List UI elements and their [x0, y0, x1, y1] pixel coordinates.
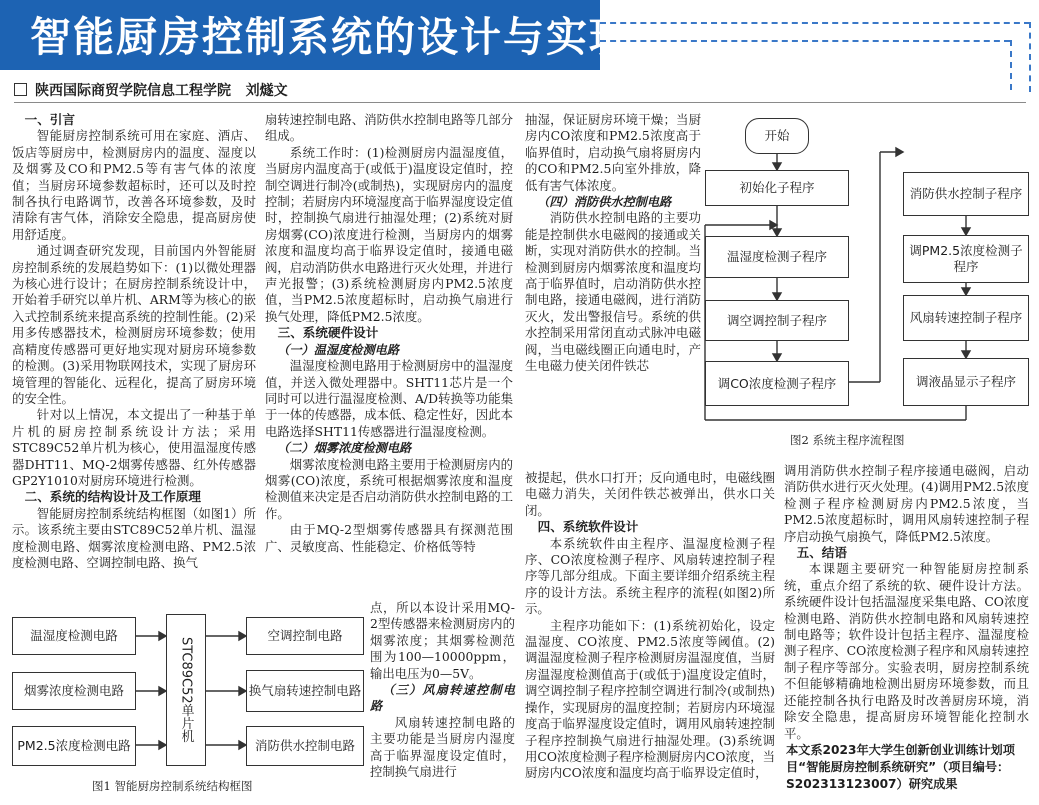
- subsection-heading: （三）风扇转速控制电路: [370, 683, 515, 714]
- flow-step-pm25: 调PM2.5浓度检测子程序: [903, 235, 1029, 283]
- flow-step-init: 初始化子程序: [705, 170, 849, 206]
- paragraph: 抽湿，保证厨房环境干燥；当厨房内CO浓度和PM2.5浓度高于临界值时，启动换气扇将厨房内的CO和PM2.5向室外排放，降低有害气体浓度。: [525, 112, 701, 193]
- flow-step-co: 调CO浓度检测子程序: [705, 361, 849, 406]
- section-heading: 一、引言: [24, 112, 75, 127]
- input-block-temp-humidity: 温湿度检测电路: [12, 617, 136, 655]
- flow-step-lcd: 调液晶显示子程序: [903, 358, 1029, 406]
- input-block-smoke: 烟雾浓度检测电路: [12, 672, 136, 710]
- subsection-heading: （四）消防供水控制电路: [537, 195, 672, 210]
- paragraph: 系统工作时：(1)检测厨房内温湿度值，当厨房内温度高于(或低于)温度设定值时，控制空调进行制冷(或制热)，实现厨房内的温度控制；若厨房内环境湿度高于临界湿度设定值时，控制换气扇进行抽湿处理；(2)系统对厨房烟雾(CO)浓度进行检测，当厨房内的烟雾浓度和温度均高于临界设定值时，接通电磁阀，启动消防供水电路进行灭火处理，并进行声光报警；(3)系统检测厨房内PM2.5浓度值，当PM2.5浓度超标时，启动换气扇进行换气处理，降低PM2.5浓度。: [265, 144, 513, 324]
- section-heading: 四、系统软件设计: [537, 519, 639, 535]
- project-note: 本文系2023年大学生创新创业训练计划项目“智能厨房控制系统研究”（项目编号：S202313123007）研究成果: [786, 743, 1015, 791]
- paragraph: 风扇转速控制电路的主要功能是当厨房内湿度高于临界湿度设定值时，控制换气扇进行: [370, 714, 515, 780]
- figure-1-caption: 图1 智能厨房控制系统结构框图: [92, 779, 253, 793]
- paragraph: 消防供水控制电路的主要功能是控制供水电磁阀的接通或关断，实现对消防供水的控制。当检测到厨房内烟雾浓度和温度均高于临界值时，启动消防供水控制电路，接通电磁阀，进行消防灭火，发出警报信号。系统的供水控制采用常闭直动式脉冲电磁阀，当电磁线圈正向通电时，产生电磁力使关闭件铁芯: [525, 210, 701, 374]
- section-heading: 二、系统的结构设计及工作原理: [24, 489, 201, 505]
- figure-2-caption: 图2 系统主程序流程图: [790, 433, 905, 447]
- paragraph: 智能厨房控制系统可用在家庭、酒店、饭店等厨房中，检测厨房内的温度、湿度以及烟雾及CO和PM2.5等有害气体的浓度值；当厨房环境参数超标时，还可以及时控制各执行电路调节，改善各环境参数，及时清除有害气体，消除安全隐患，提高厨房使用舒适度。: [12, 128, 256, 242]
- paragraph: 针对以上情况，本文提出了一种基于单片机的厨房控制系统设计方法；采用STC89C52单片机为核心，使用温湿度传感器DHT11、MQ-2烟雾传感器、红外传感器GP2Y1010对厨房环境进行检测。: [12, 407, 256, 488]
- section-heading: 五、结语: [796, 545, 847, 561]
- paragraph: 烟雾浓度检测电路主要用于检测厨房内的烟雾(CO)浓度，系统可根据烟雾浓度和温度检测值来决定是否启动消防供水控制电路的工作。: [265, 456, 513, 521]
- flow-step-fan: 风扇转速控制子程序: [903, 295, 1029, 341]
- subsection-heading: （一）温湿度检测电路: [277, 342, 400, 357]
- output-block-fan: 换气扇转速控制电路: [246, 670, 364, 712]
- flow-start: 开始: [745, 118, 809, 154]
- flow-step-aircon: 调空调控制子程序: [705, 300, 849, 341]
- output-block-aircon: 空调控制电路: [246, 617, 364, 655]
- paragraph: 智能厨房控制系统结构框图（如图1）所示。该系统主要由STC89C52单片机、温湿度检测电路、烟雾浓度检测电路、PM2.5浓度检测电路、空调控制电路、换气: [12, 505, 256, 570]
- input-block-pm25: PM2.5浓度检测电路: [12, 726, 136, 766]
- flow-step-fire-water: 消防供水控制子程序: [903, 172, 1029, 216]
- mcu-block: STC89C52单片机: [166, 614, 206, 766]
- paragraph: 由于MQ-2型烟雾传感器具有探测范围广、灵敏度高、性能稳定、价格低等特: [265, 522, 513, 554]
- author: 刘燧文: [245, 83, 288, 99]
- paragraph: 点，所以本设计采用MQ-2型传感器来检测厨房内的烟雾浓度；其烟雾检测范围为100—10000ppm，输出电压为0—5V。: [370, 600, 515, 681]
- paragraph: 被提起，供水口打开；反向通电时，电磁线圈电磁力消失，关闭件铁芯被弹出，供水口关闭。: [525, 470, 775, 518]
- subsection-heading: （二）烟雾浓度检测电路: [277, 441, 412, 456]
- paragraph: 扇转速控制电路、消防供水控制电路等几部分组成。: [265, 112, 513, 144]
- paragraph: 主程序功能如下：(1)系统初始化，设定温湿度、CO浓度、PM2.5浓度等阈值。(2)调温湿度检测子程序检测厨房温湿度值，当厨房温湿度检测值高于(或低于)温度设定值时，调空调控制子程序控制空调进行制冷(或制热)操作，实现厨房的温度控制；若厨房内环境湿度高于临界湿度设定值时，调用风扇转速控制子程序控制换气扇进行抽湿处理。(3)系统调用CO浓度检测子程序检测厨房内CO浓度，当厨房内CO浓度和温度均高于临界设定值时，: [525, 617, 775, 781]
- paragraph: 调用消防供水控制子程序接通电磁阀，启动消防供水进行灭火处理。(4)调用PM2.5浓度检测子程序检测厨房内PM2.5浓度，当PM2.5浓度超标时，调用风扇转速控制子程序启动换气扇换气，降低PM2.5浓度。: [784, 463, 1029, 544]
- paragraph: 温湿度检测电路用于检测厨房中的温湿度值，并送入微处理器中。SHT11芯片是一个同时可以进行温湿度检测、A/D转换等功能集于一体的传感器，成本低、稳定性好，因此本电路选择SHT11传感器进行温湿度检测。: [265, 358, 513, 439]
- flow-step-temp-humidity: 温湿度检测子程序: [705, 236, 849, 278]
- paragraph: 本系统软件由主程序、温湿度检测子程序、CO浓度检测子程序、风扇转速控制子程序等几部分组成。下面主要详细介绍系统主程序的设计方法。系统主程序的流程(如图2)所示。: [525, 535, 775, 617]
- paragraph: 本课题主要研究一种智能厨房控制系统，重点介绍了系统的软、硬件设计方法。系统硬件设计包括温湿度采集电路、CO浓度检测电路、消防供水控制电路和风扇转速控制电路等；软件设计包括主程序、温湿度检测子程序、CO浓度检测子程序和风扇转速控制子程序等部分。实验表明，厨房控制系统不但能够精确地检测出厨房环境参数，而且还能控制各执行电路及时改善厨房环境，消除安全隐患，提高厨房环境智能化控制水平。: [784, 561, 1029, 741]
- affiliation: 陕西国际商贸学院信息工程学院: [35, 83, 231, 99]
- paragraph: 通过调查研究发现，目前国内外智能厨房控制系统的发展趋势如下：(1)以微处理器为核心进行设计；在厨房控制系统设计中，开始着手研究以单片机、ARM等为核心的嵌入式控制系统来提高系统的控制性能。(2)采用多传感器技术，检测厨房环境参数；使用高精度传感器可更好地实现对厨房环境参数的检测。(3)采用物联网技术，实现了厨房环境管理的智能化、远程化，提高了厨房环境的安全性。: [12, 243, 256, 406]
- page-title: 智能厨房控制系统的设计与实现: [30, 13, 632, 61]
- output-block-fire-water: 消防供水控制电路: [246, 726, 364, 766]
- section-heading: 三、系统硬件设计: [277, 325, 379, 341]
